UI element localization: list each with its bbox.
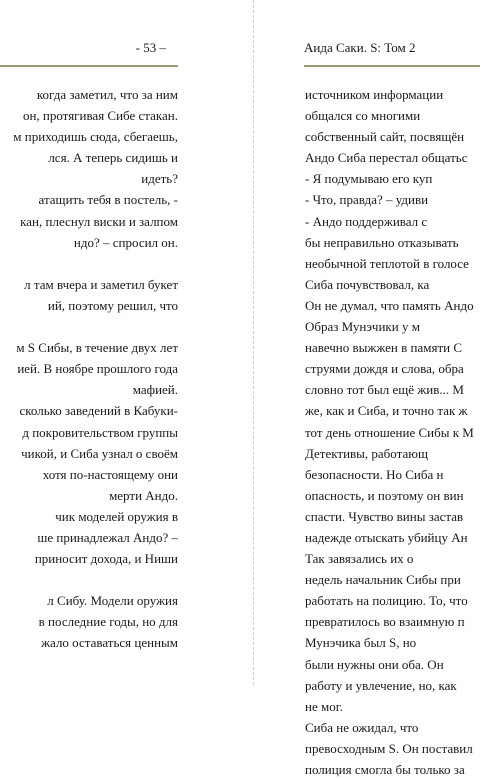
text-line: Андо Сиба перестал общатьс	[305, 150, 468, 166]
text-line: - Андо поддерживал с	[305, 213, 428, 229]
text-line: Сиба не ожидал, что	[305, 719, 419, 735]
text-line: словно тот был ещё жив... М	[305, 382, 464, 398]
text-line: чик моделей оружия в	[55, 508, 178, 524]
text-line: не мог.	[305, 698, 343, 714]
text-line: струями дождя и слова, обра	[305, 361, 464, 377]
right-text-block	[305, 84, 474, 780]
page-gutter-divider	[253, 0, 254, 685]
text-line: общался со многими	[305, 108, 421, 124]
text-line: хотя по-настоящему они	[42, 466, 178, 482]
text-line	[13, 253, 178, 274]
text-line: м S Сибы, в течение двух лет	[16, 340, 178, 356]
text-line	[13, 316, 178, 337]
text-line: спасти. Чувство вины застав	[305, 508, 464, 524]
text-line: полиция смогла бы только за	[305, 762, 465, 777]
text-line: л Сибу. Модели оружия	[47, 593, 178, 609]
text-line: Детективы, работающ	[305, 445, 428, 461]
text-line: превосходным S. Он поставил	[305, 740, 473, 756]
text-line: л там вчера и заметил букет	[24, 276, 178, 292]
text-line: когда заметил, что за ним	[36, 87, 178, 102]
left-page	[0, 0, 218, 685]
text-line: навечно выжжен в памяти С	[305, 340, 463, 356]
text-line: работу и увлечение, но, как	[305, 677, 457, 693]
text-line: Он не думал, что память Андо	[305, 297, 474, 313]
text-line: ше принадлежал Андо? –	[37, 529, 178, 545]
text-line: превратилось во взаимную п	[305, 614, 465, 630]
text-line: необычной теплотой в голосе	[305, 255, 469, 271]
left-text-block	[13, 84, 178, 654]
text-line: мерти Андо.	[109, 487, 178, 503]
running-header: Аида Саки. S: Том 2	[304, 40, 416, 55]
text-line: приносит дохода, и Ниши	[34, 551, 178, 567]
text-line	[13, 569, 178, 590]
text-line: - Что, правда? – удиви	[305, 192, 429, 208]
text-line: Мунэчика был S, но	[305, 635, 417, 651]
text-line: собственный сайт, посвящён	[305, 129, 465, 145]
header-rule	[0, 65, 178, 67]
text-line: Так завязались их о	[305, 551, 414, 567]
text-line: недель начальник Сибы при	[305, 572, 461, 588]
text-line: жало оставаться ценным	[41, 635, 178, 651]
text-line: же, как и Сиба, и точно так ж	[305, 403, 468, 419]
text-line: д покровительством группы	[22, 424, 178, 440]
text-line: в последние годы, но для	[38, 614, 178, 630]
text-line: бы неправильно отказывать	[305, 234, 459, 250]
right-page	[290, 0, 480, 777]
text-line: работать на полицию. То, что	[305, 593, 468, 609]
text-line: м приходишь сюда, сбегаешь,	[13, 129, 178, 145]
text-line: источником информации	[305, 87, 444, 102]
text-line: Образ Мунэчики у м	[305, 319, 420, 335]
page-number: - 53 –	[135, 40, 166, 55]
text-line: кан, плеснул виски и залпом	[20, 213, 178, 229]
text-line: чикой, и Сиба узнал о своём	[21, 445, 178, 461]
text-line: ий, поэтому решил, что	[47, 297, 178, 313]
text-line: опасность, и поэтому он вин	[305, 487, 464, 503]
text-line: безопасности. Но Сиба н	[305, 466, 444, 482]
text-line: надежде отыскать убийцу Ан	[305, 529, 468, 545]
text-line: лся. А теперь сидишь и	[48, 150, 178, 166]
text-line: ндо? – спросил он.	[73, 234, 178, 250]
text-line: ией. В ноябре прошлого года	[17, 361, 178, 377]
text-line: атащить тебя в постель, -	[38, 192, 178, 208]
header-rule	[304, 65, 480, 67]
text-line: сколько заведений в Кабуки-	[19, 403, 178, 419]
text-line: Сиба почувствовал, ка	[305, 276, 430, 292]
text-line: он, протягивая Сибе стакан.	[22, 108, 178, 124]
text-line: - Я подумываю его куп	[305, 171, 433, 187]
text-line: тот день отношение Сибы к М	[305, 424, 474, 440]
text-line: были нужны они оба. Он	[305, 656, 444, 672]
text-line: идеть?	[141, 171, 178, 187]
text-line: мафией.	[132, 382, 178, 398]
